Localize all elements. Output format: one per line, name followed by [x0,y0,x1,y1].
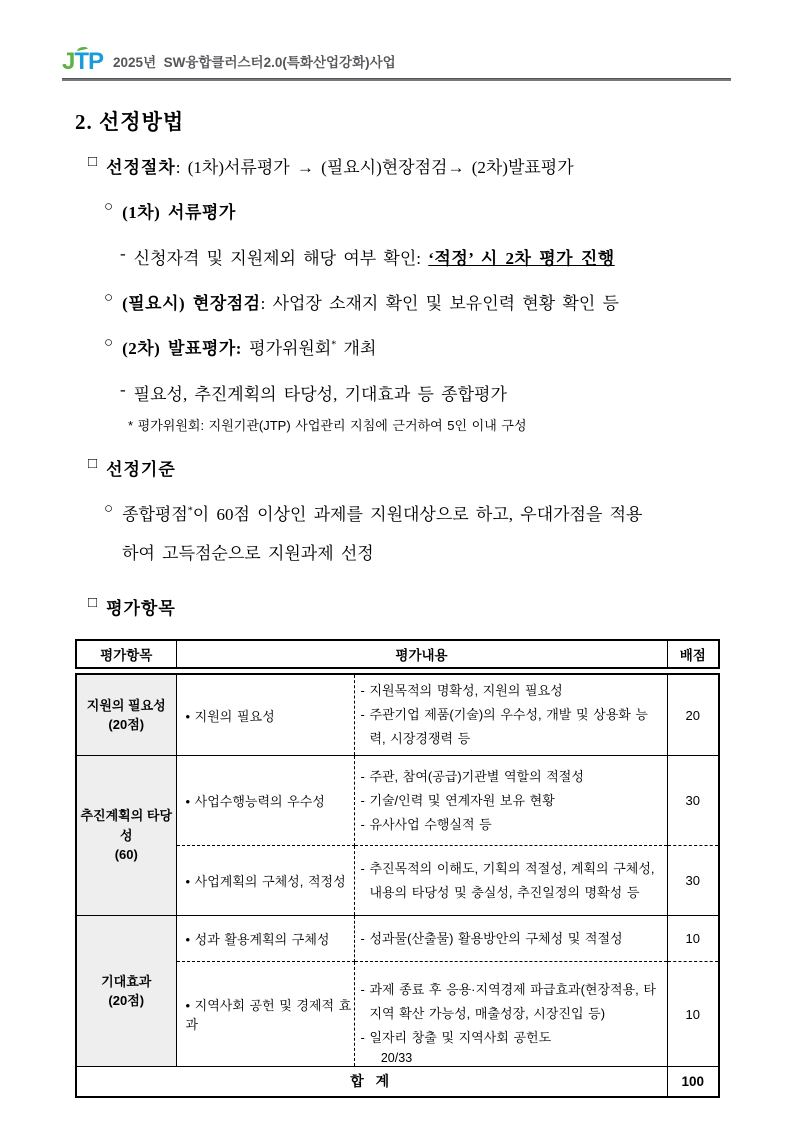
dash-bullet-icon: - [120,380,126,399]
col-header-score: 배점 [667,640,719,668]
item-evaluation-items [88,594,737,619]
item-criteria-detail [104,500,737,564]
circle-bullet-icon: ○ [104,199,114,215]
col-header-category: 평가항목 [76,640,176,668]
category-cell: 기대효과 (20점) [76,916,176,1067]
item-cell: • 지원의 필요성 [176,674,354,756]
score-cell: 10 [667,962,719,1067]
score-cell: 30 [667,846,719,916]
item-label: (2차) 발표평가: [122,339,242,358]
detail-cell: - 주관, 참여(공급)기관별 역할의 적절성 - 기술/인력 및 연계자원 보유 현황 - 유사사업 수행실적 등 [354,756,667,846]
item-label: 평가항목 [106,599,176,618]
committee-footnote: * 평가위원회: 지원기관(JTP) 사업관리 지침에 근거하여 5인 이내 구성 [128,418,527,433]
circle-bullet-icon: ○ [104,335,114,351]
item-site-check [104,289,737,314]
item-text: 종합평점 [122,505,188,524]
item-selection-procedure [88,153,737,178]
score-cell: 20 [667,674,719,756]
square-bullet-icon: □ [88,154,98,170]
total-label-cell: 합 계 [76,1067,667,1097]
page-header [62,50,731,81]
item-text: 신청자격 및 지원제외 해당 여부 확인: [133,249,429,268]
score-cell: 30 [667,756,719,846]
square-bullet-icon: □ [88,456,98,472]
item-text: 하여 고득점순으로 지원과제 선정 [122,544,374,563]
item-label: (1차) 서류평가 [122,203,236,222]
header-title: 2025년 SW융합클러스터2.0(특화산업강화)사업 [113,55,396,70]
document-body [62,98,737,1098]
item-text: : 사업장 소재지 확인 및 보유인력 현황 확인 등 [260,294,619,313]
evaluation-table-header [75,639,720,669]
item-text: 이 60점 이상인 과제를 지원대상으로 하고, 우대가점을 적용 [192,505,643,524]
table-row [76,674,719,756]
item-cell: • 지역사회 공헌 및 경제적 효과 [176,962,354,1067]
item-selection-criteria [88,455,737,480]
jtp-logo: JTP [62,50,103,74]
footnote-marker: * [187,505,193,517]
table-row [76,756,719,846]
table-total-row [76,1067,719,1097]
dash-bullet-icon: - [120,244,126,263]
square-bullet-icon: □ [88,595,98,611]
col-header-content: 평가내용 [176,640,667,668]
item-cell: • 사업수행능력의 우수성 [176,756,354,846]
category-cell: 추진계획의 타당성 (60) [76,756,176,916]
score-cell: 10 [667,916,719,962]
table-row [76,916,719,962]
circle-bullet-icon: ○ [104,501,114,517]
header-divider [62,78,731,81]
item-label: (필요시) 현장점검 [122,294,261,313]
item-text: 필요성, 추진계획의 타당성, 기대효과 등 종합평가 [133,385,507,404]
item-doc-evaluation [104,198,737,223]
item-label: 선정절차 [106,158,176,177]
footnote-marker: * [331,339,337,351]
detail-cell: - 성과물(산출물) 활용방안의 구체성 및 적절성 [354,916,667,962]
item-doc-evaluation-detail [120,244,737,269]
category-cell: 지원의 필요성 (20점) [76,674,176,756]
item-text: 평가위원회 [241,339,332,358]
item-emphasis: ‘적정’ 시 2차 평가 진행 [428,249,615,268]
evaluation-table [75,639,718,1098]
item-text: : (1차)서류평가 → (필요시)현장점검→ (2차)발표평가 [175,158,574,177]
item-presentation-detail [120,380,737,405]
item-text: 개최 [336,339,377,358]
detail-cell: - 추진목적의 이해도, 기획의 적절성, 계획의 구체성, 내용의 타당성 및 충실성, 추진일정의 명확성 등 [354,846,667,916]
item-cell: • 사업계획의 구체성, 적정성 [176,846,354,916]
section-title: 2. 선정방법 [75,110,185,134]
total-score-cell: 100 [667,1067,719,1097]
page-number: 20/33 [380,1051,413,1065]
item-presentation-evaluation [104,334,737,359]
circle-bullet-icon: ○ [104,290,114,306]
item-label: 선정기준 [106,460,176,479]
detail-cell: - 지원목적의 명확성, 지원의 필요성 - 주관기업 제품(기술)의 우수성, 개발 및 상용화 능력, 시장경쟁력 등 [354,674,667,756]
detail-cell: - 과제 종료 후 응용·지역경제 파급효과(현장적용, 타지역 확산 가능성, 매출성장, 시장진입 등) - 일자리 창출 및 지역사회 공헌도 [354,962,667,1067]
item-cell: • 성과 활용계획의 구체성 [176,916,354,962]
evaluation-table-body [75,673,720,1098]
